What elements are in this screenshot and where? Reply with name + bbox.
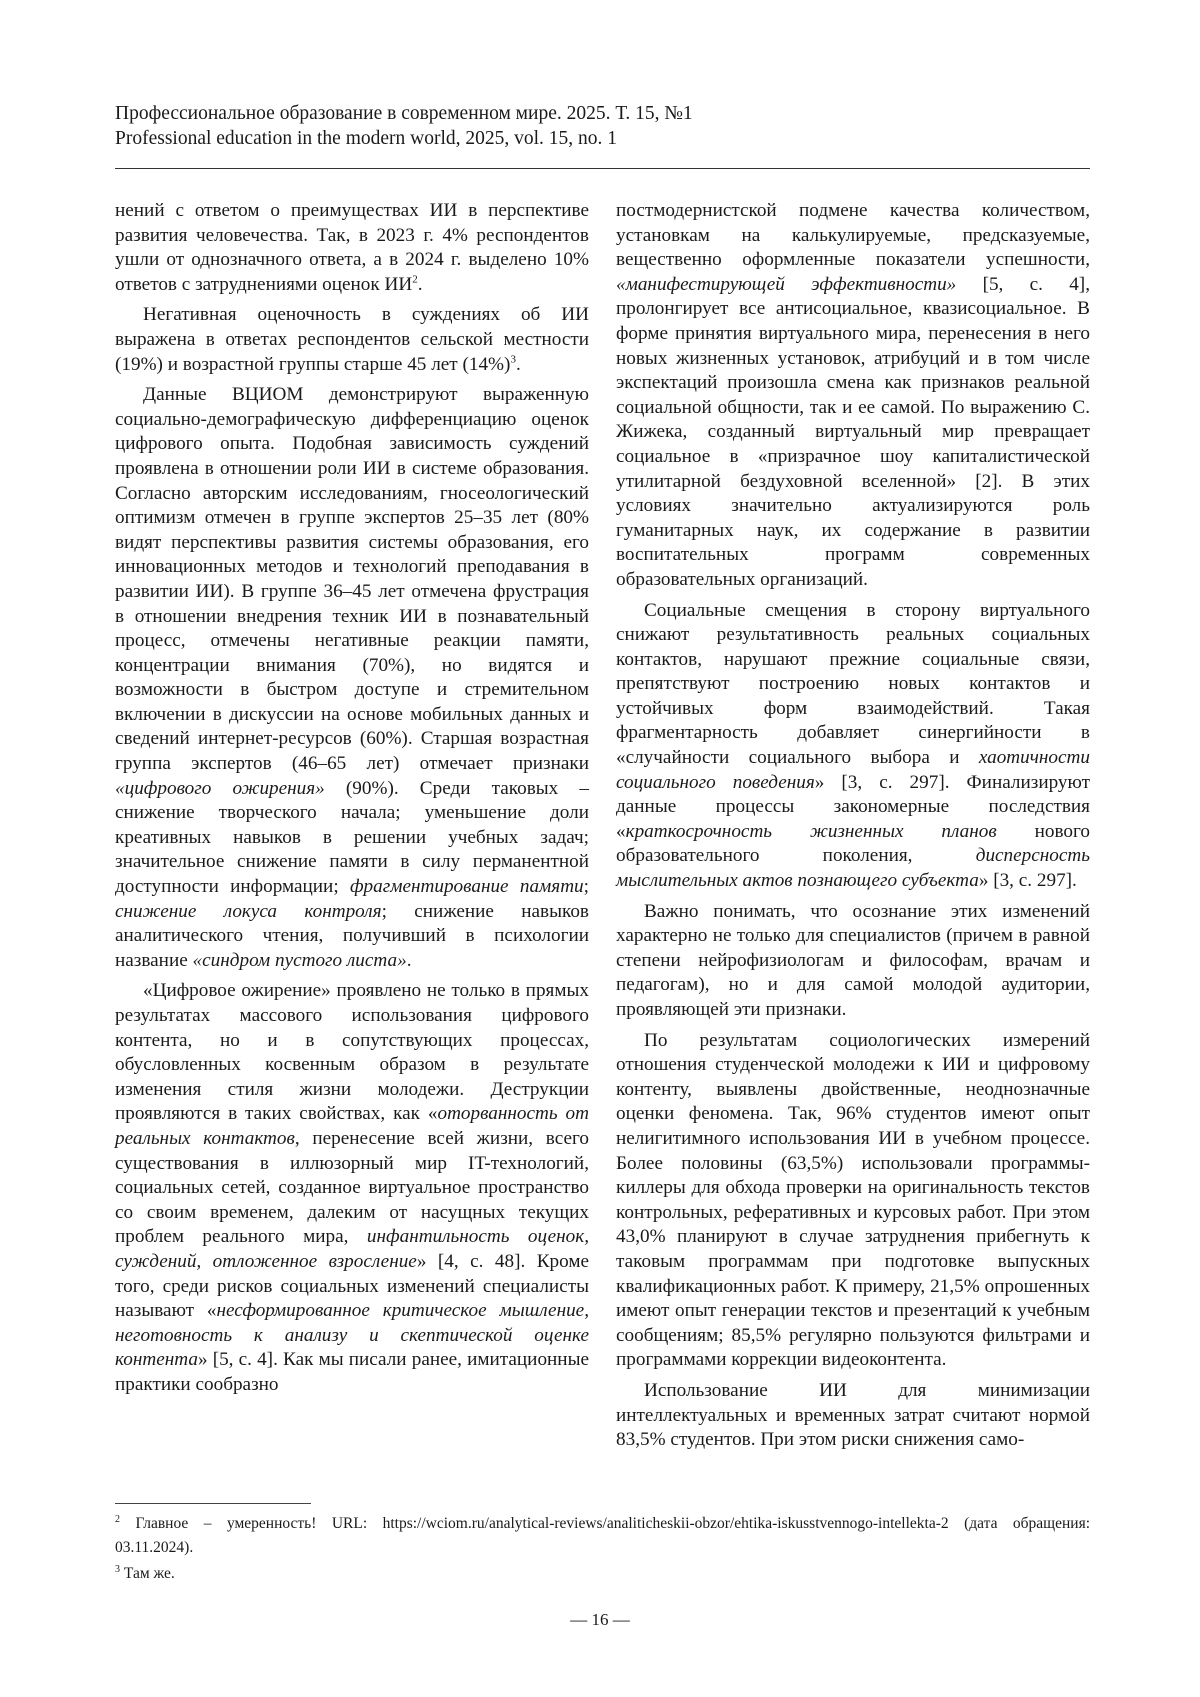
paragraph: «Цифровое ожирение» проявлено не только в прямых результатах массового использования цифрового контента, но и в сопутствующих процессах, обусловленных косвенным образом в результате изменения стиля жизни молодежи. Деструкции проявляются в таких свойствах, как «оторванность от реальных контактов, перенесение всей жизни, всего существования в иллюзорный мир IT-технологий, социальных сетей, созданное виртуальное пространство со своим временем, далеким от насущных текущих проблем реального мира, инфантильность оценок, суждений, отложенное взросление» [4, с. 48]. Кроме того, среди рисков социальных изменений специалисты называют «несформированное критическое мышление, неготовность к анализу и скептической оценке контента» [5, с. 4]. Как мы писали ранее, имитационные практики сообразно: [115, 980, 589, 1395]
footnote: $^3$ Там же.: [115, 1563, 175, 1582]
paragraph: По результатам социологических измерений отношения студенческой молодежи к ИИ и цифровому контенту, выявлены двойственные, неоднозначные оценки феномена. Так, 96% студентов имеют опыт нелигитимного использования ИИ в учебном процессе. Более половины (63,5%) использовали программы-киллеры для обхода проверки на оригинальность текстов контрольных, реферативных и курсовых работ. При этом 43,0% планируют в случае затруднения прибегнуть к таковым программам при подготовке выпускных квалификационных работ. К примеру, 21,5% опрошенных имеют опыт генерации текстов и презентаций к учебным сообщениям; 85,5% регулярно пользуются фильтрами и программами коррекции видеоконтента.: [616, 1029, 1090, 1371]
journal-title-ru: Профессиональное образование в современном мире. 2025. Т. 15, №1: [115, 103, 693, 124]
right-column: [616, 199, 1090, 1459]
paragraph: нений с ответом о преимуществах ИИ в перспективе развития человечества. Так, в 2023 г. 4% респондентов ушли от однозначного ответа, а в 2024 г. выделено 10% ответов с затруднениями оценок $ИИ^2$.: [115, 200, 589, 295]
running-header: [115, 101, 1095, 151]
footnote-mark: 2: [115, 1513, 120, 1525]
footnotes: [115, 1512, 1090, 1588]
footnote-mark: 3: [115, 1563, 120, 1575]
paragraph: Социальные смещения в сторону виртуального снижают результативность реальных социальных контактов, нарушают прежние социальные связи, препятствуют построению новых контактов и устойчивых форм взаимодействий. Такая фрагментарность добавляет синергийности в «случайности социального выбора и хаотичности социального поведения» [3, с. 297]. Финализируют данные процессы закономерные последствия «краткосрочность жизненных планов нового образовательного поколения, дисперсность мыслительных актов познающего субъекта» [3, с. 297].: [616, 599, 1090, 892]
footnote-ref: 3: [510, 353, 516, 366]
paragraph: Использование ИИ для минимизации интеллектуальных и временных затрат считают нормой 83,5% студентов. При этом риски снижения само-: [616, 1379, 1090, 1451]
paragraph: Важно понимать, что осознание этих изменений характерно не только для специалистов (причем в равной степени нейрофизиологам и философам, врачам и педагогам), но и для самой молодой аудитории, проявляющей эти признаки.: [616, 900, 1090, 1020]
journal-title-en: Professional education in the modern world, 2025, vol. 15, no. 1: [115, 128, 618, 149]
footnote-ref: 2: [412, 273, 418, 286]
paragraph: Негативная оценочность в суждениях об ИИ выражена в ответах респондентов сельской местности (19%) и возрастной группы старше 45 лет $(14\%)^3$.: [115, 304, 589, 375]
paragraph: постмодернистской подмене качества количеством, установкам на калькулируемые, предсказуемые, вещественно оформленные показатели успешности, «манифестирующей эффективности» [5, с. 4], пролонгирует все антисоциальное, квазисоциальное. В форме принятия виртуального мира, перенесения в него новых жизненных установок, атрибуций и в том числе экспектаций произошла смена как признаков реальной социальной общности, так и ее самой. По выражению С. Жижека, созданный виртуальный мир превращает социальное в «призрачное шоу капиталистической утилитарной бездуховной вселенной» [2]. В этих условиях значительно актуализируются роль гуманитарных наук, их содержание в развитии воспитательных программ современных образовательных организаций.: [616, 200, 1090, 590]
left-column: [115, 199, 589, 1404]
header-divider: [115, 168, 1090, 169]
footnote-divider: [115, 1503, 311, 1504]
paragraph: Данные ВЦИОМ демонстрируют выраженную социально-демографическую дифференциацию оценок цифрового опыта. Подобная зависимость суждений проявлена в отношении роли ИИ в системе образования. Согласно авторским исследованиям, гносеологический оптимизм отмечен в группе экспертов 25–35 лет (80% видят перспективы развития системы образования, его инновационных методов и технологий преподавания в развитии ИИ). В группе 36–45 лет отмечена фрустрация в отношении внедрения техник ИИ в познавательный процесс, отмечены негативные реакции памяти, концентрации внимания (70%), но видятся и возможности в быстром доступе и стремительном включении в дискуссии на основе мобильных данных и сведений интернет-ресурсов (60%). Старшая возрастная группа экспертов (46–65 лет) отмечает признаки «цифрового ожирения» (90%). Среди таковых – снижение творческого начала; уменьшение доли креативных навыков в решении учебных задач; значительное снижение памяти в силу перманентной доступности информации; фрагментирование памяти; снижение локуса контроля; снижение навыков аналитического чтения, получивший в психологии название «синдром пустого листа».: [115, 384, 589, 971]
page-number: — 16 —: [570, 1610, 630, 1629]
footnote: $^2$ Главное – умеренность! URL: https://wciom.ru/analytical-reviews/analiticheskii-obzor/ehtika-iskusstvennogo-intellekta-2 (дата обращения: 03.11.2024).: [115, 1513, 1091, 1556]
